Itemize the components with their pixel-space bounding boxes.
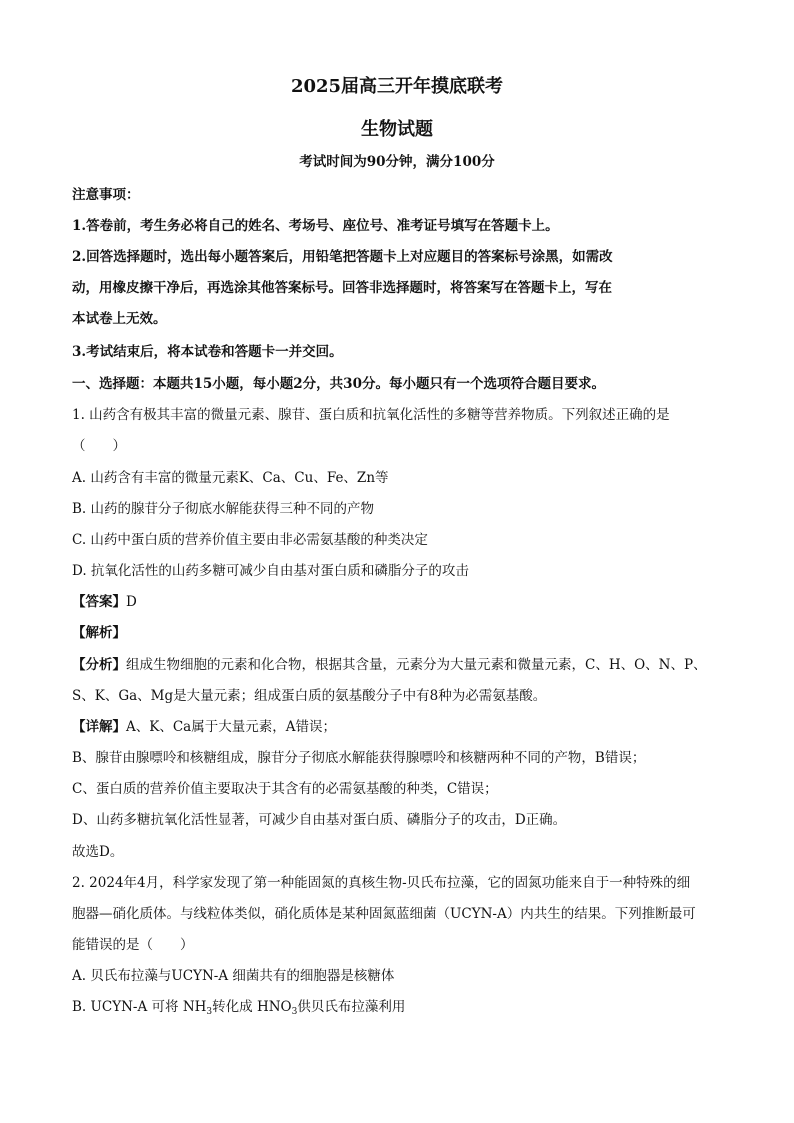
q1-option-c: C. 山药中蛋白质的营养价值主要由非必需氨基酸的种类决定 <box>72 532 428 548</box>
q1-analysis-line <box>72 621 126 641</box>
q1-paren: （ ） <box>72 438 126 454</box>
fenxi-tag: 【分析】 <box>72 657 126 673</box>
detail-tag: 【详解】 <box>72 719 126 735</box>
q1-detail-line-d: D、山药多糖抗氧化活性显著，可减少自由基对蛋白质、磷脂分子的攻击，D正确。 <box>72 812 567 828</box>
notice-heading: 注意事项： <box>72 187 140 203</box>
q1-detail-line-c: C、蛋白质的营养价值主要取决于其含有的必需氨基酸的种类，C错误； <box>72 781 498 797</box>
q2-stem-line-2: 胞器—硝化质体。与线粒体类似，硝化质体是某种固氮蓝细菌（UCYN-A）内共生的结果。下列推断最可 <box>72 906 696 922</box>
detail-text-a: A、K、Ca属于大量元素，A错误； <box>126 719 336 735</box>
answer-value: D <box>126 594 137 610</box>
q2-option-b-post: 供贝氏布拉藻利用 <box>297 999 406 1015</box>
notice-item-2-line-3: 本试卷上无效。 <box>72 311 167 327</box>
q1-option-a: A. 山药含有丰富的微量元素K、Ca、Cu、Fe、Zn等 <box>72 470 389 486</box>
q1-answer-line <box>72 590 137 610</box>
q2-option-b-sub-1: 3 <box>206 1007 213 1017</box>
q1-stem: 1. 山药含有极其丰富的微量元素、腺苷、蛋白质和抗氧化活性的多糖等营养物质。下列叙述正确的是 <box>72 407 670 423</box>
answer-tag: 【答案】 <box>72 594 126 610</box>
q2-option-b-pre: B. UCYN-A 可将 NH <box>72 999 207 1015</box>
q2-option-a: A. 贝氏布拉藻与UCYN-A 细菌共有的细胞器是核糖体 <box>72 968 395 984</box>
analysis-tag: 【解析】 <box>72 625 126 641</box>
exam-title: 2025届高三开年摸底联考 <box>290 76 504 97</box>
notice-item-3: 3.考试结束后，将本试卷和答题卡一并交回。 <box>72 344 343 360</box>
fenxi-text-1: 组成生物细胞的元素和化合物，根据其含量，元素分为大量元素和微量元素，C、H、O、N、P、 <box>126 657 707 673</box>
exam-info: 考试时间为90分钟，满分100分 <box>299 154 495 170</box>
q1-conclusion: 故选D。 <box>72 844 124 860</box>
q2-option-b <box>72 995 405 1017</box>
q2-option-b-mid: 转化成 HNO <box>212 999 292 1015</box>
notice-item-2-line-1: 2.回答选择题时，选出每小题答案后，用铅笔把答题卡上对应题目的答案标号涂黑，如需改 <box>72 249 613 265</box>
q1-detail-line-a <box>72 715 336 735</box>
q1-option-d: D. 抗氧化活性的山药多糖可减少自由基对蛋白质和磷脂分子的攻击 <box>72 563 469 579</box>
section-heading: 一、选择题：本题共15小题，每小题2分，共30分。每小题只有一个选项符合题目要求。 <box>72 376 605 392</box>
q2-option-b-sub-2: 3 <box>291 1007 298 1017</box>
q2-stem-line-1: 2. 2024年4月，科学家发现了第一种能固氮的真核生物-贝氏布拉藻，它的固氮功能来自于一种特殊的细 <box>72 875 691 891</box>
q1-detail-line-b: B、腺苷由腺嘌呤和核糖组成，腺苷分子彻底水解能获得腺嘌呤和核糖两种不同的产物，B错误； <box>72 750 646 766</box>
q1-option-b: B. 山药的腺苷分子彻底水解能获得三种不同的产物 <box>72 501 375 517</box>
q2-stem-line-3: 能错误的是（ ） <box>72 937 194 953</box>
notice-item-1: 1.答卷前，考生务必将自己的姓名、考场号、座位号、准考证号填写在答题卡上。 <box>72 218 559 234</box>
q1-fenxi-line-2: S、K、Ga、Mg是大量元素；组成蛋白质的氨基酸分子中有8种为必需氨基酸。 <box>72 688 547 704</box>
q1-fenxi-line-1 <box>72 653 707 673</box>
notice-item-2-line-2: 动，用橡皮擦干净后，再选涂其他答案标号。回答非选择题时，将答案写在答题卡上，写在 <box>72 280 612 296</box>
subject-title: 生物试题 <box>361 119 433 140</box>
